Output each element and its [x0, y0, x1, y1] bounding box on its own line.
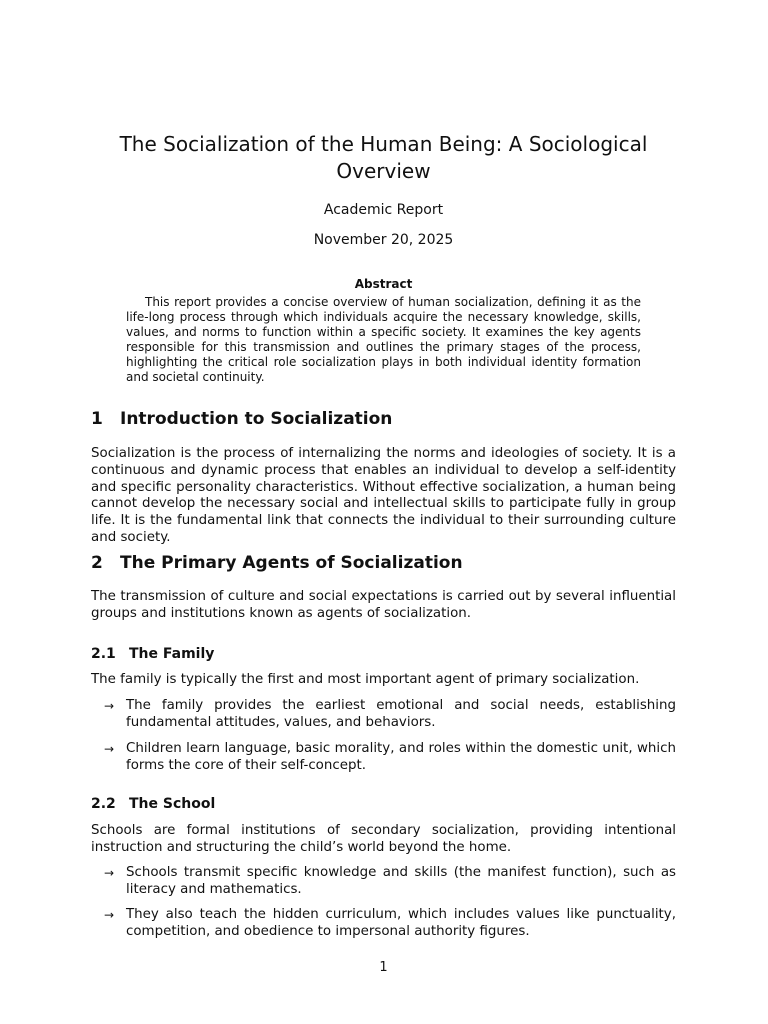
- abstract-text: This report provides a concise overview of human socialization, defining it as the life-long process through which individuals acquire the necessary knowledge, skills, values, and norms to function within a specific society. It examines the key agents responsible for this transmission and outlines the primary stages of the process, highlighting the critical role socialization plays in both individual identity formation and societal continuity.: [126, 295, 641, 384]
- arrow-icon: →: [104, 699, 115, 713]
- subsection-number: 2.2: [91, 796, 116, 812]
- list-item: [104, 698, 676, 732]
- section-heading: [91, 408, 676, 430]
- abstract-heading: Abstract: [354, 277, 413, 291]
- list-item-text: Children learn language, basic morality, and roles within the domestic unit, which forms the core of their self-concept.: [126, 741, 676, 773]
- section-heading: [91, 552, 676, 574]
- subsection-heading: [91, 795, 676, 813]
- subsection-title: The Family: [129, 646, 215, 662]
- section-paragraph: Socialization is the process of internalizing the norms and ideologies of society. It is a continuous and dynamic process that enables an individual to develop a self-identity and specific personality characteristics. Without effective socialization, a human being cannot develop the necessary social and intellectual skills to participate fully in group life. It is the fundamental link that connects the individual to their surrounding culture and society.: [91, 446, 676, 545]
- list-item-text: They also teach the hidden curriculum, which includes values like punctuality, competition, and obedience to impersonal authority figures.: [126, 907, 676, 939]
- arrow-icon: →: [104, 742, 115, 756]
- list-item-text: The family provides the earliest emotional and social needs, establishing fundamental attitudes, values, and behaviors.: [126, 698, 676, 730]
- list-item: [104, 741, 676, 775]
- subsection-number: 2.1: [91, 646, 116, 662]
- arrow-icon: →: [104, 908, 115, 922]
- subsection-heading: [91, 645, 676, 663]
- section-number: 2: [91, 553, 103, 573]
- subsection-title: The School: [129, 796, 216, 812]
- section-paragraph: The transmission of culture and social expectations is carried out by several influential groups and institutions known as agents of socialization.: [91, 589, 676, 621]
- subsection-paragraph: The family is typically the first and most important agent of primary socialization.: [91, 672, 640, 687]
- list-item: [104, 907, 676, 941]
- paper-title: The Socialization of the Human Being: A Sociological Overview: [119, 132, 648, 183]
- page-number: 1: [379, 960, 388, 975]
- subsection-paragraph: Schools are formal institutions of secondary socialization, providing intentional instruction and structuring the child’s world beyond the home.: [91, 823, 676, 855]
- section-number: 1: [91, 409, 103, 429]
- section-title: Introduction to Socialization: [120, 409, 393, 429]
- arrow-icon: →: [104, 866, 115, 880]
- paper-date: November 20, 2025: [313, 232, 454, 248]
- paper-author: Academic Report: [323, 202, 444, 218]
- list-item: [104, 865, 676, 899]
- section-title: The Primary Agents of Socialization: [120, 553, 463, 573]
- list-item-text: Schools transmit specific knowledge and skills (the manifest function), such as literacy and mathematics.: [126, 865, 676, 897]
